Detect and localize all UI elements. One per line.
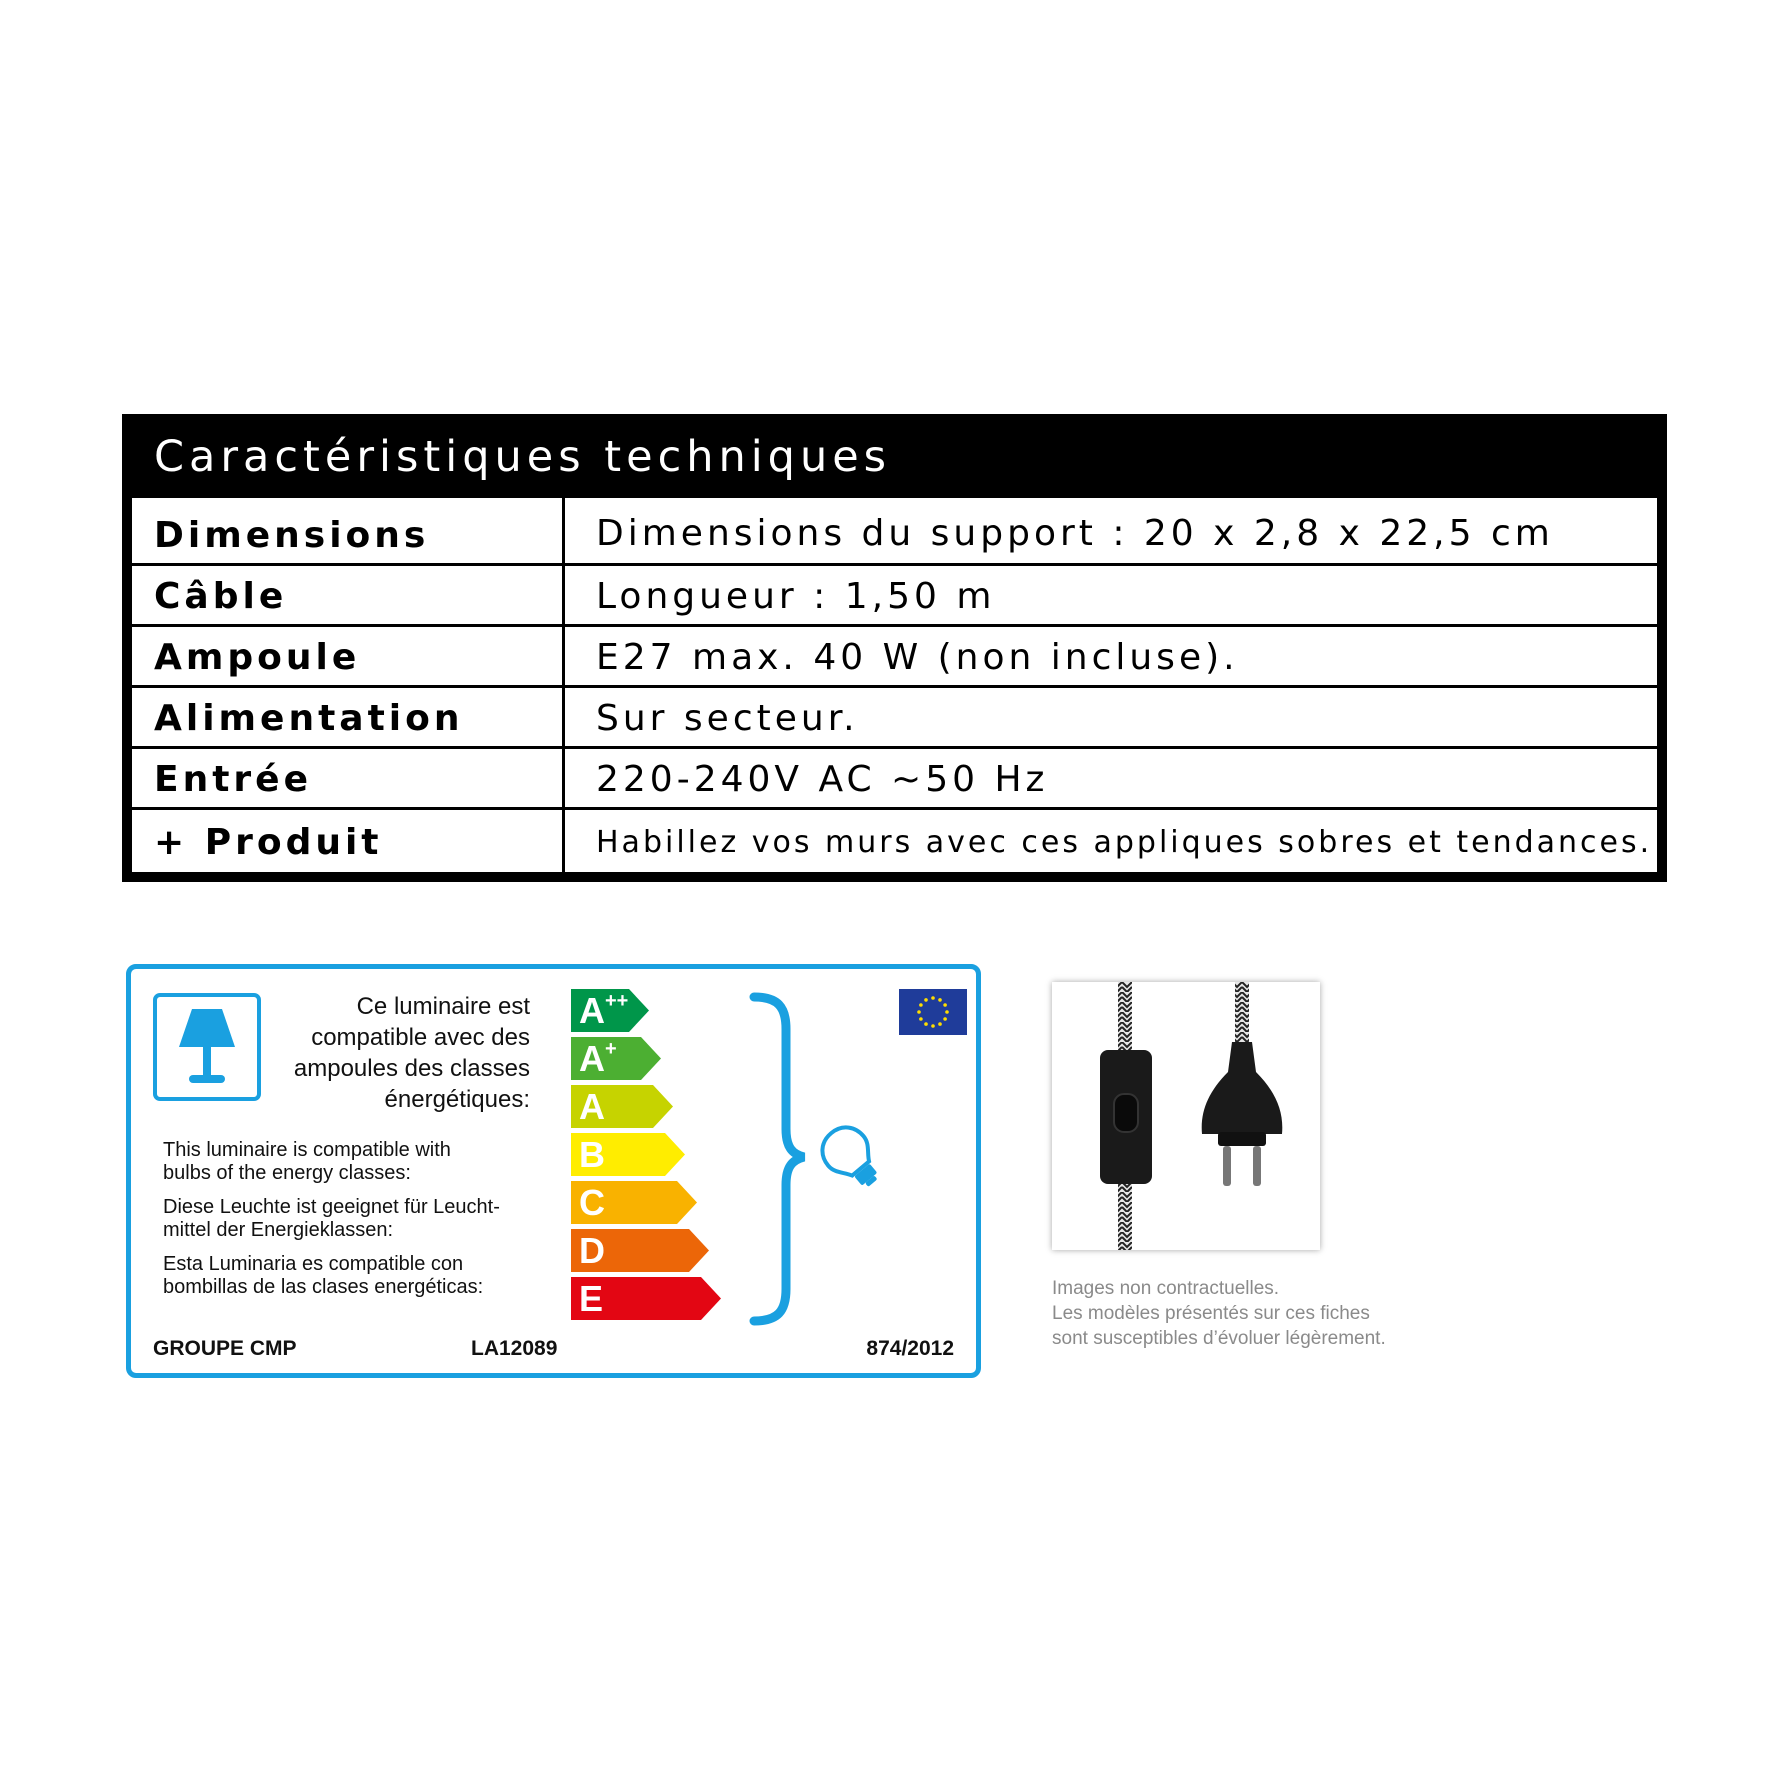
spec-label: Dimensions <box>154 515 430 556</box>
text-line: Ce luminaire est <box>356 993 530 1020</box>
energy-class-letter: E <box>579 1278 604 1319</box>
text-line: énergétiques: <box>384 1086 530 1113</box>
text-line: ampoules des classes <box>293 1055 530 1082</box>
spec-label: Entrée <box>154 759 313 800</box>
energy-class-letter: C <box>579 1182 605 1223</box>
text-line: Diese Leuchte ist geeignet für Leucht- <box>163 1196 500 1218</box>
spec-value: Sur secteur. <box>596 698 859 739</box>
energy-class-bar <box>571 1229 709 1272</box>
energy-class-bar <box>571 1277 721 1320</box>
eu-flag-icon <box>899 989 967 1035</box>
text-line: bombillas de las clases energéticas: <box>163 1276 484 1298</box>
light-bulb-icon <box>816 1122 886 1196</box>
spec-row-input <box>132 749 1657 810</box>
energy-class-letter: A <box>579 1086 605 1127</box>
spec-value: E27 max. 40 W (non incluse). <box>596 637 1239 678</box>
spec-value: Longueur : 1,50 m <box>596 576 996 617</box>
spec-row-cable <box>132 566 1657 627</box>
spec-table <box>122 414 1667 882</box>
text-line: This luminaire is compatible with <box>163 1139 451 1161</box>
disclaimer-text <box>1052 1276 1472 1351</box>
energy-class-letter: A+ <box>579 1038 617 1079</box>
energy-label <box>126 964 981 1378</box>
regulation-number: 874/2012 <box>866 1337 954 1360</box>
compatibility-text-es <box>163 1253 483 1299</box>
spec-value: Dimensions du support : 20 x 2,8 x 22,5 cm <box>596 513 1554 554</box>
spec-label: + Produit <box>154 822 383 863</box>
spec-row-power <box>132 688 1657 749</box>
spec-label: Alimentation <box>154 698 464 739</box>
plug-icon <box>1202 982 1283 1186</box>
text-line: compatible avec des <box>311 1024 530 1051</box>
spec-row-product <box>132 810 1657 872</box>
energy-class-bar <box>571 1181 697 1224</box>
bracket-icon <box>746 989 806 1333</box>
supplier-name: GROUPE CMP <box>153 1337 297 1360</box>
compatibility-text-de <box>163 1196 500 1242</box>
spec-value: Habillez vos murs avec ces appliques sobres et tendances. <box>596 825 1653 860</box>
model-number: LA12089 <box>471 1337 558 1360</box>
inline-switch-icon <box>1100 982 1152 1250</box>
energy-class-bar <box>571 1037 661 1080</box>
energy-class-letter: D <box>579 1230 605 1271</box>
spec-row-bulb <box>132 627 1657 688</box>
disclaimer-line: Images non contractuelles. <box>1052 1278 1280 1299</box>
disclaimer-line: sont susceptibles d’évoluer légèrement. <box>1052 1328 1386 1349</box>
text-line: bulbs of the energy classes: <box>163 1162 411 1184</box>
product-photo <box>1052 982 1320 1250</box>
spec-row-dimensions <box>132 498 1657 566</box>
spec-label: Câble <box>154 576 288 617</box>
spec-label: Ampoule <box>154 637 361 678</box>
energy-class-bar <box>571 989 649 1032</box>
energy-class-superscript: ++ <box>605 990 629 1012</box>
compatibility-text-en <box>163 1139 451 1185</box>
spec-table-title: Caractéristiques techniques <box>154 432 892 482</box>
text-line: mittel der Energieklassen: <box>163 1219 394 1241</box>
energy-class-letter: B <box>579 1134 605 1175</box>
spec-value: 220-240V AC ~50 Hz <box>596 759 1049 800</box>
energy-class-bar <box>571 1085 673 1128</box>
compatibility-text-fr <box>230 991 530 1115</box>
energy-class-bar <box>571 1133 685 1176</box>
energy-class-letter: A++ <box>579 990 629 1031</box>
energy-class-superscript: + <box>605 1038 617 1060</box>
disclaimer-line: Les modèles présentés sur ces fiches <box>1052 1303 1370 1324</box>
text-line: Esta Luminaria es compatible con <box>163 1253 464 1275</box>
spec-table-body <box>132 498 1657 872</box>
